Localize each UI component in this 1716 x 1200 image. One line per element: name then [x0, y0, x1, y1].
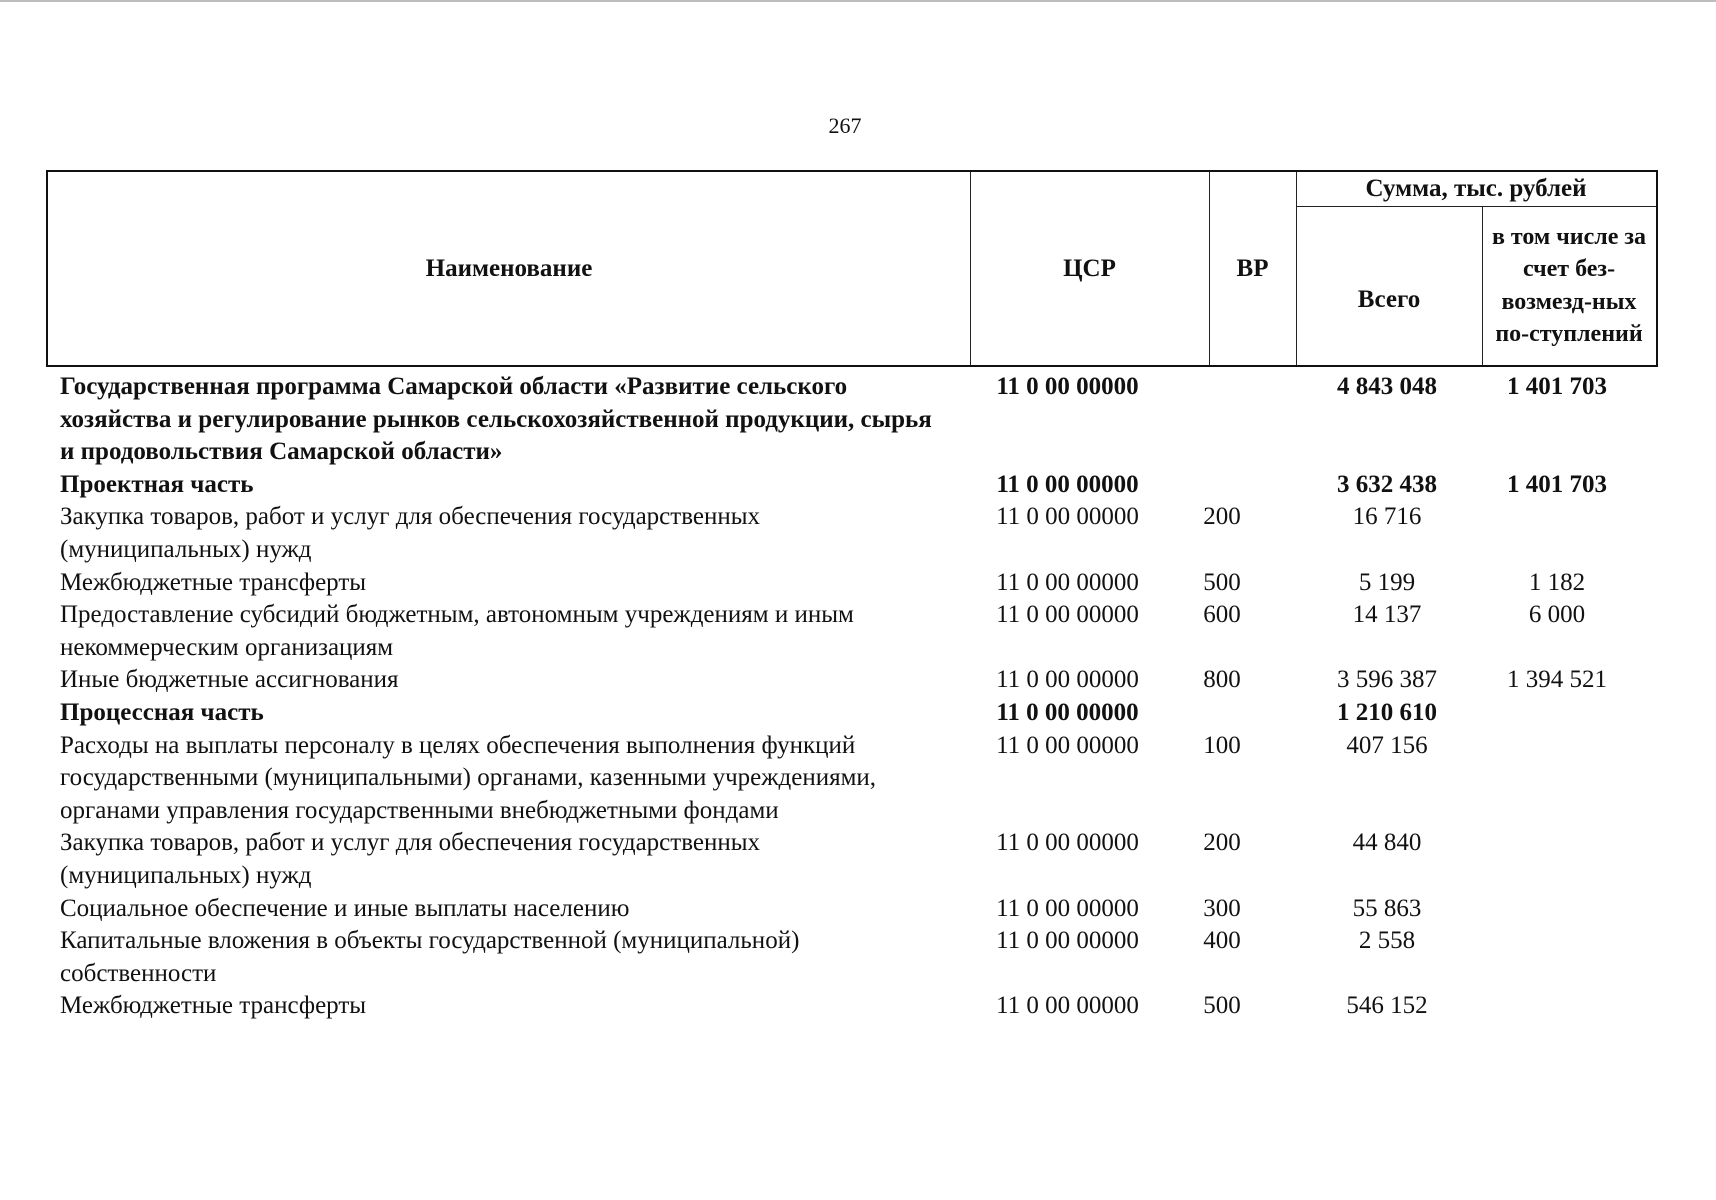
table-row	[60, 599, 1660, 664]
header-name: Наименование	[425, 254, 593, 282]
row-name: Иные бюджетные ассигнования	[60, 666, 399, 694]
row-name: Расходы на выплаты персоналу в целях обеспечения выполнения функций государственными (муниципальными) органами, казенными учреждениями, органами управления государственными внебюджетными фондами	[60, 731, 877, 824]
row-csr: 11 0 00 00000	[996, 927, 1139, 955]
row-name: Государственная программа Самарской области «Развитие сельского хозяйства и регулирование рынков сельскохозяйственной продукции, сырья и продовольствия Самарской области»	[60, 373, 932, 466]
row-vr: 400	[1203, 927, 1241, 955]
row-total: 4 843 048	[1337, 373, 1437, 400]
row-vr: 800	[1203, 666, 1241, 694]
row-csr: 11 0 00 00000	[996, 829, 1139, 857]
row-free-receipts	[1484, 697, 1630, 730]
row-name: Капитальные вложения в объекты государственной (муниципальной) собственности	[60, 927, 800, 987]
row-total: 16 716	[1352, 503, 1422, 531]
row-csr: 11 0 00 00000	[996, 731, 1139, 759]
row-free-receipts: 1 394 521	[1507, 666, 1607, 694]
row-free-receipts: 1 182	[1528, 568, 1586, 596]
row-vr: 600	[1203, 601, 1241, 629]
table-row	[60, 371, 1660, 469]
row-vr: 200	[1203, 829, 1241, 857]
header-csr: ЦСР	[1063, 254, 1116, 282]
row-total: 5 199	[1358, 568, 1416, 596]
row-csr: 11 0 00 00000	[996, 373, 1139, 400]
table-row	[60, 501, 1660, 566]
row-csr: 11 0 00 00000	[996, 666, 1139, 694]
row-free-receipts	[1484, 893, 1630, 926]
row-total: 55 863	[1352, 894, 1422, 922]
row-free-receipts: 1 401 703	[1507, 373, 1607, 400]
table-row	[60, 925, 1660, 990]
row-csr: 11 0 00 00000	[996, 992, 1139, 1020]
row-total: 1 210 610	[1337, 698, 1437, 726]
table-row	[60, 697, 1660, 730]
row-total: 3 596 387	[1337, 666, 1437, 694]
row-name: Закупка товаров, работ и услуг для обеспечения государственных (муниципальных) нужд	[60, 503, 761, 563]
table-row	[60, 990, 1660, 1023]
row-name: Проектная часть	[60, 470, 254, 498]
row-free-receipts	[1484, 501, 1630, 566]
row-free-receipts: 6 000	[1528, 601, 1586, 629]
row-free-receipts	[1484, 925, 1630, 990]
header-free-receipts: в том числе за счет без-возмезд-ных по-ступлений	[1491, 223, 1647, 347]
page-number: 267	[828, 113, 862, 138]
table-header	[46, 170, 1658, 367]
row-csr: 11 0 00 00000	[996, 894, 1139, 922]
row-vr: 200	[1203, 503, 1241, 531]
row-csr: 11 0 00 00000	[996, 568, 1139, 596]
row-csr: 11 0 00 00000	[996, 503, 1139, 531]
row-total: 3 632 438	[1337, 470, 1437, 498]
row-vr	[1170, 469, 1274, 502]
header-total: Всего	[1357, 285, 1421, 313]
table-row	[60, 469, 1660, 502]
table-row	[60, 893, 1660, 926]
row-name: Социальное обеспечение и иные выплаты населению	[60, 894, 630, 922]
table-row	[60, 567, 1660, 600]
row-total: 14 137	[1352, 601, 1422, 629]
row-name: Предоставление субсидий бюджетным, автономным учреждениям и иным некоммерческим организациям	[60, 601, 854, 661]
row-total: 407 156	[1346, 731, 1428, 759]
row-name: Закупка товаров, работ и услуг для обеспечения государственных (муниципальных) нужд	[60, 829, 761, 889]
header-sum-group: Сумма, тыс. рублей	[1365, 175, 1587, 202]
row-total: 546 152	[1346, 992, 1428, 1020]
table-row	[60, 664, 1660, 697]
row-free-receipts	[1484, 730, 1630, 828]
row-free-receipts	[1484, 827, 1630, 892]
row-csr: 11 0 00 00000	[996, 470, 1139, 498]
table-row	[60, 827, 1660, 892]
row-vr	[1170, 697, 1274, 730]
row-vr: 300	[1203, 894, 1241, 922]
table-row	[60, 730, 1660, 828]
header-vr: ВР	[1236, 254, 1269, 282]
row-total: 44 840	[1352, 829, 1422, 857]
row-free-receipts: 1 401 703	[1507, 470, 1607, 498]
row-name: Межбюджетные трансферты	[60, 992, 367, 1020]
row-total: 2 558	[1358, 927, 1416, 955]
row-name: Межбюджетные трансферты	[60, 568, 367, 596]
row-free-receipts	[1484, 990, 1630, 1023]
row-vr: 100	[1203, 731, 1241, 759]
row-vr: 500	[1203, 992, 1241, 1020]
row-vr	[1170, 371, 1274, 469]
scan-top-edge	[0, 0, 1716, 2]
row-csr: 11 0 00 00000	[996, 601, 1139, 629]
row-csr: 11 0 00 00000	[996, 698, 1139, 726]
row-vr: 500	[1203, 568, 1241, 596]
table-body	[60, 371, 1660, 1023]
row-name: Процессная часть	[60, 698, 264, 726]
